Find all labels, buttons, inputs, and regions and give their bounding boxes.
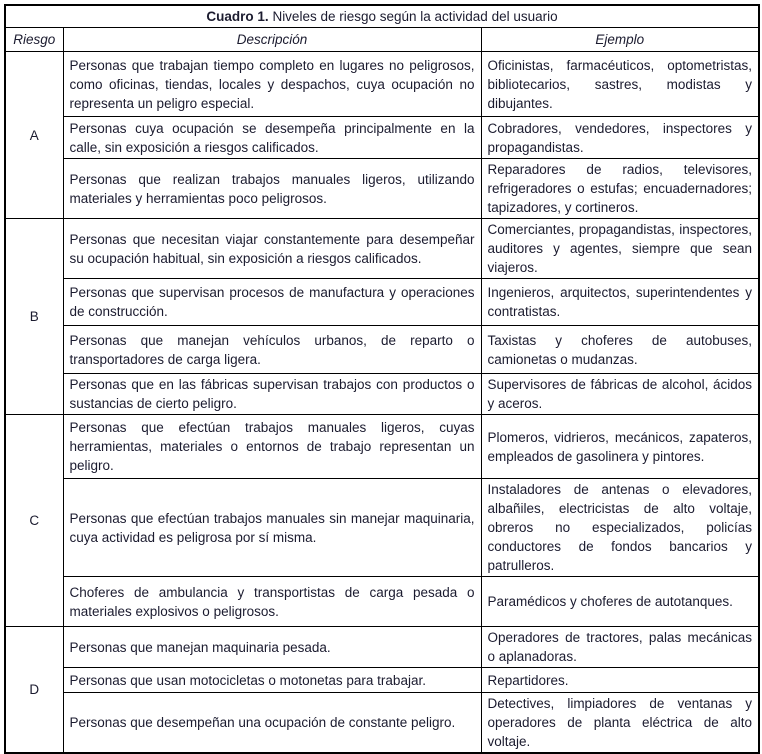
descripcion-cell: Personas que supervisan procesos de manufactura y operaciones de construcción. bbox=[63, 279, 481, 326]
table-row bbox=[5, 326, 759, 374]
table-title bbox=[5, 5, 759, 28]
ejemplo-cell: Supervisores de fábricas de alcohol, ácidos y aceros. bbox=[481, 374, 759, 415]
ejemplo-cell: Paramédicos y choferes de autotanques. bbox=[481, 577, 759, 627]
ejemplo-cell: Detectives, limpiadores de ventanas y operadores de planta eléctrica de alto voltaje. bbox=[481, 693, 759, 754]
table-row bbox=[5, 415, 759, 479]
table-row bbox=[5, 117, 759, 159]
risk-level-cell: B bbox=[5, 219, 63, 415]
ejemplo-cell: Reparadores de radios, televisores, refrigeradores o estufas; encuadernadores; tapizadores, y cortineros. bbox=[481, 159, 759, 219]
risk-level-cell: A bbox=[5, 52, 63, 219]
risk-table-header-rows bbox=[5, 5, 759, 52]
table-row bbox=[5, 374, 759, 415]
table-row bbox=[5, 159, 759, 219]
table-row bbox=[5, 577, 759, 627]
descripcion-cell: Personas que efectúan trabajos manuales ligeros, cuyas herramientas, materiales o entornos de trabajo representan un peligro. bbox=[63, 415, 481, 479]
ejemplo-cell: Ingenieros, arquitectos, superintendentes y contratistas. bbox=[481, 279, 759, 326]
descripcion-cell: Personas que efectúan trabajos manuales sin manejar maquinaria, cuya actividad es peligrosa por sí misma. bbox=[63, 479, 481, 577]
ejemplo-cell: Cobradores, vendedores, inspectores y propagandistas. bbox=[481, 117, 759, 159]
descripcion-cell: Personas que necesitan viajar constantemente para desempeñar su ocupación habitual, sin exposición a riesgos calificados. bbox=[63, 219, 481, 279]
ejemplo-cell: Repartidores. bbox=[481, 668, 759, 693]
column-header-row bbox=[5, 28, 759, 52]
ejemplo-cell: Taxistas y choferes de autobuses, camionetas o mudanzas. bbox=[481, 326, 759, 374]
ejemplo-cell: Operadores de tractores, palas mecánicas o aplanadoras. bbox=[481, 627, 759, 668]
column-header-ejemplo: Ejemplo bbox=[481, 28, 759, 52]
column-header-descripcion: Descripción bbox=[63, 28, 481, 52]
table-row bbox=[5, 693, 759, 754]
table-title-text: Niveles de riesgo según la actividad del usuario bbox=[268, 9, 558, 24]
descripcion-cell: Personas que desempeñan una ocupación de constante peligro. bbox=[63, 693, 481, 754]
table-row bbox=[5, 219, 759, 279]
descripcion-cell: Personas que manejan maquinaria pesada. bbox=[63, 627, 481, 668]
descripcion-cell: Personas que trabajan tiempo completo en lugares no peligrosos, como oficinas, tiendas, locales y despachos, cuya ocupación no representa un peligro especial. bbox=[63, 52, 481, 117]
table-row bbox=[5, 52, 759, 117]
descripcion-cell: Choferes de ambulancia y transportistas de carga pesada o materiales explosivos o peligrosos. bbox=[63, 577, 481, 627]
descripcion-cell: Personas cuya ocupación se desempeña principalmente en la calle, sin exposición a riesgos calificados. bbox=[63, 117, 481, 159]
ejemplo-cell: Comerciantes, propagandistas, inspectores, auditores y agentes, siempre que sean viajeros. bbox=[481, 219, 759, 279]
risk-table bbox=[4, 4, 760, 754]
descripcion-cell: Personas que usan motocicletas o motonetas para trabajar. bbox=[63, 668, 481, 693]
ejemplo-cell: Instaladores de antenas o elevadores, albañiles, electricistas de alto voltaje, obreros no especializados, policías conductores de fondos bancarios y patrulleros. bbox=[481, 479, 759, 577]
risk-level-cell: C bbox=[5, 415, 63, 627]
descripcion-cell: Personas que en las fábricas supervisan trabajos con productos o sustancias de cierto peligro. bbox=[63, 374, 481, 415]
ejemplo-cell: Plomeros, vidrieros, mecánicos, zapateros, empleados de gasolinera y pintores. bbox=[481, 415, 759, 479]
descripcion-cell: Personas que manejan vehículos urbanos, de reparto o transportadores de carga ligera. bbox=[63, 326, 481, 374]
ejemplo-cell: Oficinistas, farmacéuticos, optometristas, bibliotecarios, sastres, modistas y dibujantes. bbox=[481, 52, 759, 117]
table-row bbox=[5, 479, 759, 577]
column-header-riesgo: Riesgo bbox=[5, 28, 63, 52]
table-row bbox=[5, 668, 759, 693]
table-row bbox=[5, 279, 759, 326]
risk-table-body bbox=[5, 52, 759, 754]
table-title-row bbox=[5, 5, 759, 28]
table-row bbox=[5, 627, 759, 668]
risk-level-cell: D bbox=[5, 627, 63, 754]
descripcion-cell: Personas que realizan trabajos manuales ligeros, utilizando materiales y herramientas poco peligrosos. bbox=[63, 159, 481, 219]
table-title-number: Cuadro 1. bbox=[206, 9, 269, 24]
